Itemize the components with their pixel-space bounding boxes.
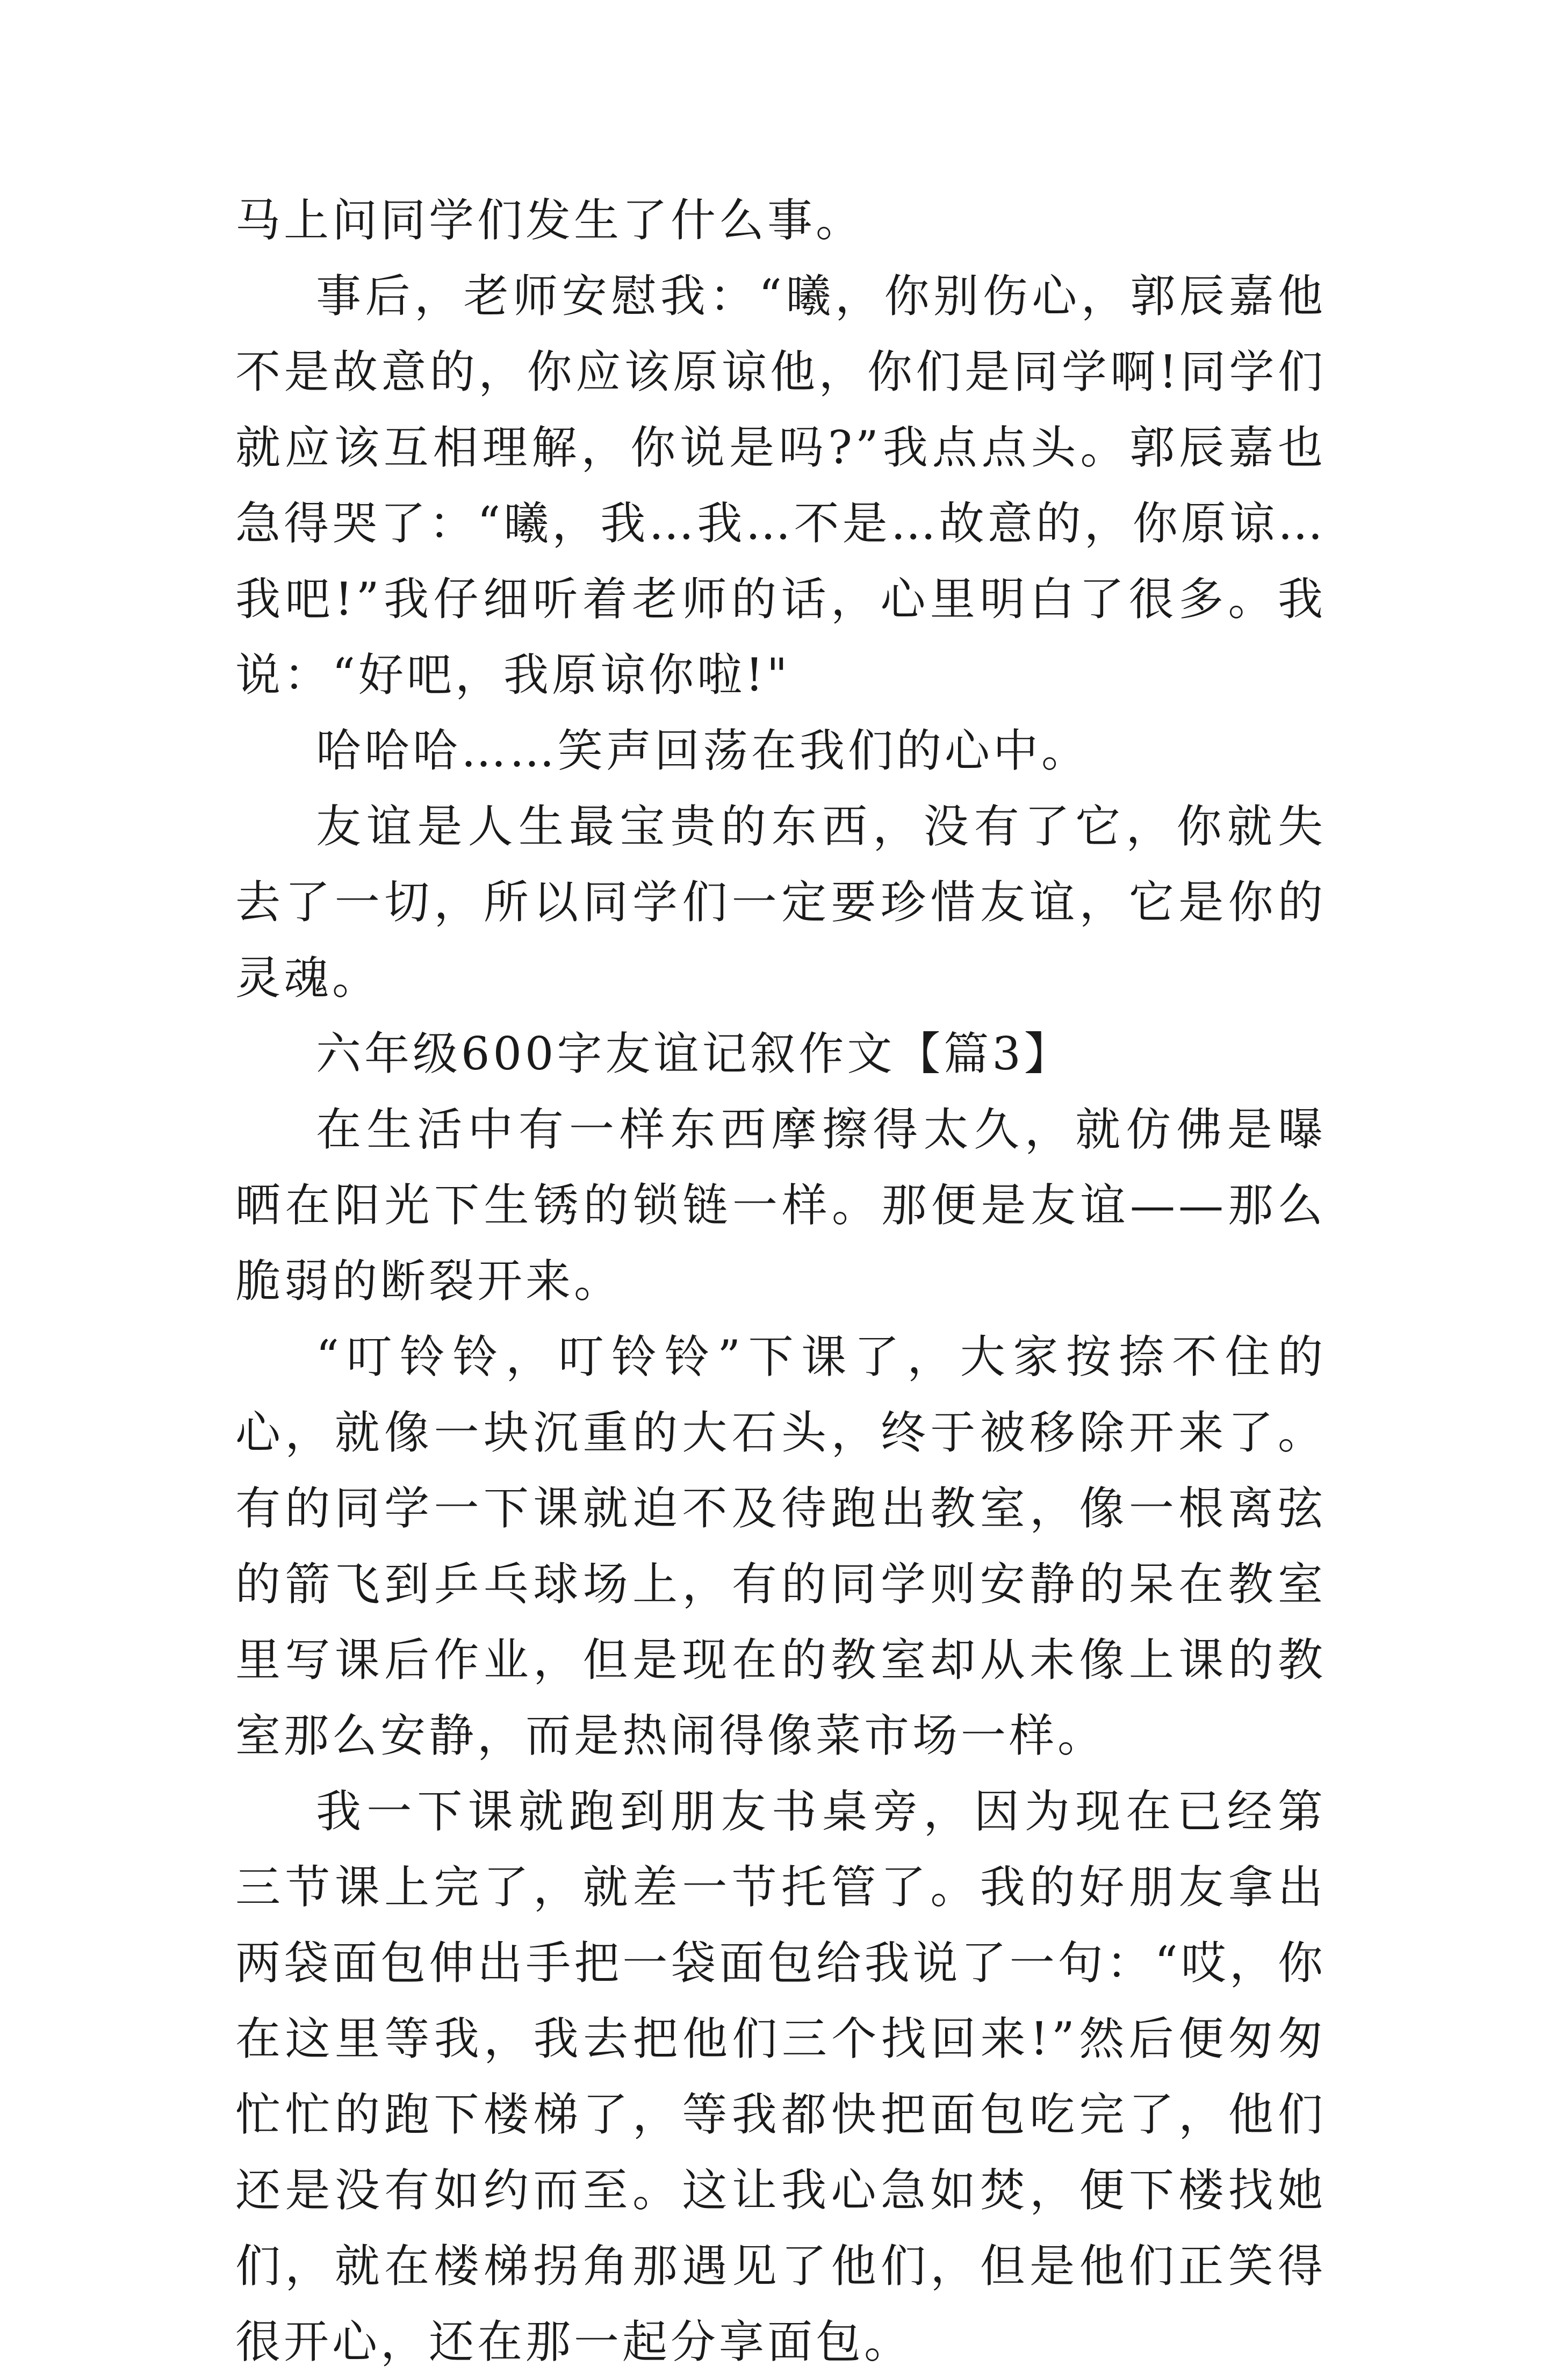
paragraph-2: 事后，老师安慰我：“曦，你别伤心，郭辰嘉他不是故意的，你应该原谅他，你们是同学啊!同学们就应该互相理解，你说是吗?”我点点头。郭辰嘉也急得哭了：“曦，我…我…不是…故意的，你原谅…我吧!”我仔细听着老师的话，心里明白了很多。我说：“好吧，我原谅你啦!" [235, 270, 1326, 701]
paragraph-4: 友谊是人生最宝贵的东西，没有了它，你就失去了一切，所以同学们一定要珍惜友谊，它是你的灵魂。 [235, 800, 1326, 1004]
paragraph-3: 哈哈哈……笑声回荡在我们的心中。 [316, 724, 1090, 777]
paragraph-1: 马上问同学们发生了什么事。 [235, 194, 865, 247]
paragraph-7: 我一下课就跑到朋友书桌旁，因为现在已经第三节课上完了，就差一节托管了。我的好朋友拿出两袋面包伸出手把一袋面包给我说了一句：“哎，你在这里等我，我去把他们三个找回来!”然后便匆匆忙忙的跑下楼梯了，等我都快把面包吃完了，他们还是没有如约而至。这让我心急如焚，便下楼找她们，就在楼梯拐角那遇见了他们，但是他们正笑得很开心，还在那一起分享面包。 [235, 1785, 1326, 2368]
section-heading: 六年级600字友谊记叙作文【篇3】 [316, 1027, 1072, 1080]
document-body [235, 183, 1326, 2380]
paragraph-5: 在生活中有一样东西摩擦得太久，就仿佛是曝晒在阳光下生锈的锁链一样。那便是友谊——那么脆弱的断裂开来。 [235, 1103, 1326, 1307]
paragraph-6: “叮铃铃，叮铃铃”下课了，大家按捺不住的心，就像一块沉重的大石头，终于被移除开来了。有的同学一下课就迫不及待跑出教室，像一根离弦的箭飞到乒乓球场上，有的同学则安静的呆在教室里写课后作业，但是现在的教室却从未像上课的教室那么安静，而是热闹得像菜市场一样。 [235, 1331, 1326, 1762]
